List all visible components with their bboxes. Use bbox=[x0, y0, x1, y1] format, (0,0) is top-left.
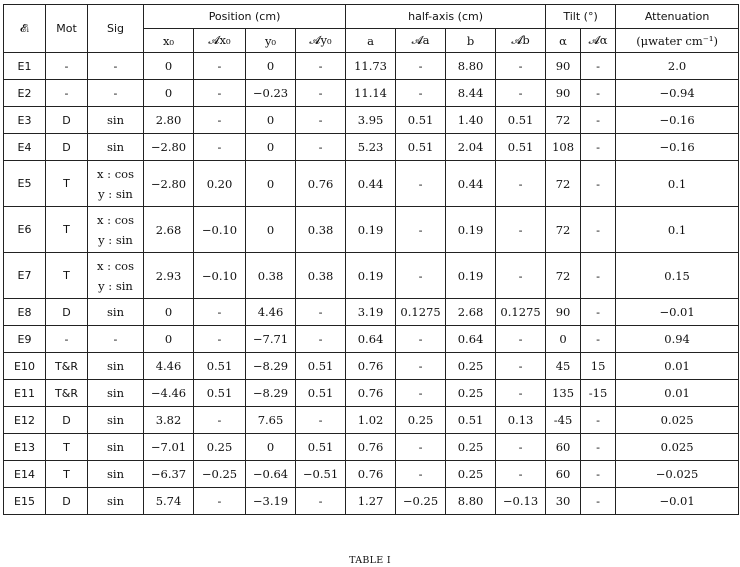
cell-amp-y0: −0.51 bbox=[296, 461, 346, 488]
cell-amp-x0: 0.51 bbox=[194, 380, 246, 407]
cell-amp-alpha: - bbox=[581, 253, 616, 299]
cell-attenuation: −0.16 bbox=[616, 134, 739, 161]
cell-a: 1.02 bbox=[346, 407, 396, 434]
cell-a: 0.19 bbox=[346, 253, 396, 299]
cell-amp-y0: - bbox=[296, 80, 346, 107]
cell-amp-x0: - bbox=[194, 53, 246, 80]
cell-amp-a: 0.51 bbox=[396, 134, 446, 161]
cell-x0: −2.80 bbox=[144, 161, 194, 207]
cell-amp-a: - bbox=[396, 80, 446, 107]
cell-x0: −7.01 bbox=[144, 434, 194, 461]
cell-amp-b: - bbox=[496, 434, 546, 461]
signal-line: y : sin bbox=[98, 232, 133, 247]
cell-a: 0.44 bbox=[346, 161, 396, 207]
table-row bbox=[4, 461, 739, 488]
cell-amp-b: 0.51 bbox=[496, 107, 546, 134]
cell-ellipse-index: E7 bbox=[4, 253, 46, 299]
cell-a: 0.76 bbox=[346, 434, 396, 461]
signal-line: sin bbox=[107, 494, 124, 508]
cell-alpha: -45 bbox=[546, 407, 581, 434]
header-attenuation: Attenuation bbox=[616, 5, 739, 29]
cell-x0: 2.93 bbox=[144, 253, 194, 299]
cell-a: 3.19 bbox=[346, 299, 396, 326]
cell-alpha: 72 bbox=[546, 207, 581, 253]
cell-motion: D bbox=[46, 488, 88, 515]
cell-amp-alpha: - bbox=[581, 488, 616, 515]
subheader-amp-b: 𝓐b bbox=[496, 29, 546, 53]
cell-ellipse-index: E6 bbox=[4, 207, 46, 253]
cell-amp-x0: - bbox=[194, 107, 246, 134]
cell-ellipse-index: E2 bbox=[4, 80, 46, 107]
cell-motion: T bbox=[46, 434, 88, 461]
cell-x0: 2.68 bbox=[144, 207, 194, 253]
cell-b: 0.25 bbox=[446, 461, 496, 488]
cell-x0: 5.74 bbox=[144, 488, 194, 515]
cell-amp-a: - bbox=[396, 434, 446, 461]
cell-alpha: 0 bbox=[546, 326, 581, 353]
cell-signal bbox=[88, 207, 144, 253]
cell-ellipse-index: E15 bbox=[4, 488, 46, 515]
cell-amp-x0: - bbox=[194, 80, 246, 107]
cell-x0: 0 bbox=[144, 299, 194, 326]
cell-amp-b: −0.13 bbox=[496, 488, 546, 515]
cell-y0: −7.71 bbox=[246, 326, 296, 353]
cell-y0: −8.29 bbox=[246, 353, 296, 380]
subheader-amp-y0: 𝓐y₀ bbox=[296, 29, 346, 53]
cell-amp-b: - bbox=[496, 53, 546, 80]
cell-amp-alpha: - bbox=[581, 434, 616, 461]
subheader-b: b bbox=[446, 29, 496, 53]
cell-amp-a: 0.1275 bbox=[396, 299, 446, 326]
cell-amp-alpha: - bbox=[581, 53, 616, 80]
signal-line: x : cos bbox=[97, 212, 134, 227]
cell-amp-alpha: - bbox=[581, 161, 616, 207]
subheader-attenuation-unit: (μwater cm⁻¹) bbox=[616, 29, 739, 53]
cell-attenuation: −0.94 bbox=[616, 80, 739, 107]
cell-amp-y0: - bbox=[296, 107, 346, 134]
cell-b: 0.44 bbox=[446, 161, 496, 207]
cell-alpha: 90 bbox=[546, 53, 581, 80]
cell-signal bbox=[88, 407, 144, 434]
table-row bbox=[4, 253, 739, 299]
table-row bbox=[4, 161, 739, 207]
signal-line: - bbox=[113, 332, 118, 346]
cell-amp-a: 0.51 bbox=[396, 107, 446, 134]
cell-ellipse-index: E14 bbox=[4, 461, 46, 488]
cell-y0: 7.65 bbox=[246, 407, 296, 434]
cell-amp-a: - bbox=[396, 461, 446, 488]
cell-attenuation: 0.025 bbox=[616, 434, 739, 461]
cell-motion: T bbox=[46, 161, 88, 207]
table-row bbox=[4, 407, 739, 434]
cell-amp-a: - bbox=[396, 353, 446, 380]
cell-amp-b: - bbox=[496, 353, 546, 380]
cell-b: 8.44 bbox=[446, 80, 496, 107]
cell-alpha: 72 bbox=[546, 107, 581, 134]
cell-signal bbox=[88, 134, 144, 161]
cell-y0: 0.38 bbox=[246, 253, 296, 299]
cell-motion: D bbox=[46, 134, 88, 161]
signal-line: sin bbox=[107, 140, 124, 154]
header-ellipse-index: 𝓔ᵢ bbox=[4, 5, 46, 53]
cell-x0: 4.46 bbox=[144, 353, 194, 380]
cell-b: 0.25 bbox=[446, 380, 496, 407]
header-tilt-group: Tilt (°) bbox=[546, 5, 616, 29]
cell-a: 0.76 bbox=[346, 380, 396, 407]
cell-amp-y0: - bbox=[296, 407, 346, 434]
signal-line: - bbox=[113, 59, 118, 73]
cell-y0: −8.29 bbox=[246, 380, 296, 407]
cell-motion: T&R bbox=[46, 380, 88, 407]
signal-line: sin bbox=[107, 386, 124, 400]
cell-b: 0.19 bbox=[446, 253, 496, 299]
cell-x0: 3.82 bbox=[144, 407, 194, 434]
cell-attenuation: 0.01 bbox=[616, 380, 739, 407]
cell-motion: D bbox=[46, 107, 88, 134]
cell-amp-x0: −0.10 bbox=[194, 207, 246, 253]
cell-amp-alpha: - bbox=[581, 80, 616, 107]
cell-amp-a: - bbox=[396, 326, 446, 353]
cell-attenuation: 0.94 bbox=[616, 326, 739, 353]
cell-attenuation: 0.15 bbox=[616, 253, 739, 299]
cell-amp-x0: 0.20 bbox=[194, 161, 246, 207]
cell-ellipse-index: E13 bbox=[4, 434, 46, 461]
cell-amp-a: - bbox=[396, 207, 446, 253]
cell-amp-alpha: 15 bbox=[581, 353, 616, 380]
table-row bbox=[4, 488, 739, 515]
cell-amp-alpha: - bbox=[581, 407, 616, 434]
cell-signal bbox=[88, 53, 144, 80]
cell-y0: −3.19 bbox=[246, 488, 296, 515]
cell-ellipse-index: E4 bbox=[4, 134, 46, 161]
cell-motion: T bbox=[46, 461, 88, 488]
signal-line: sin bbox=[107, 305, 124, 319]
cell-a: 11.73 bbox=[346, 53, 396, 80]
cell-ellipse-index: E1 bbox=[4, 53, 46, 80]
cell-amp-y0: - bbox=[296, 299, 346, 326]
header-position-group: Position (cm) bbox=[144, 5, 346, 29]
signal-line: x : cos bbox=[97, 258, 134, 273]
cell-amp-y0: - bbox=[296, 134, 346, 161]
cell-alpha: 72 bbox=[546, 253, 581, 299]
cell-alpha: 60 bbox=[546, 434, 581, 461]
subheader-a: a bbox=[346, 29, 396, 53]
signal-line: y : sin bbox=[98, 186, 133, 201]
cell-ellipse-index: E3 bbox=[4, 107, 46, 134]
cell-y0: 0 bbox=[246, 207, 296, 253]
ellipse-parameters-table bbox=[3, 4, 739, 515]
subheader-amp-x0: 𝓐x₀ bbox=[194, 29, 246, 53]
cell-amp-a: −0.25 bbox=[396, 488, 446, 515]
cell-amp-b: - bbox=[496, 461, 546, 488]
cell-amp-x0: 0.51 bbox=[194, 353, 246, 380]
cell-amp-b: 0.13 bbox=[496, 407, 546, 434]
table-row bbox=[4, 207, 739, 253]
cell-amp-y0: - bbox=[296, 326, 346, 353]
cell-ellipse-index: E9 bbox=[4, 326, 46, 353]
cell-amp-y0: 0.76 bbox=[296, 161, 346, 207]
header-motion: Mot bbox=[46, 5, 88, 53]
cell-ellipse-index: E8 bbox=[4, 299, 46, 326]
cell-amp-x0: - bbox=[194, 488, 246, 515]
cell-signal bbox=[88, 299, 144, 326]
cell-amp-alpha: - bbox=[581, 299, 616, 326]
cell-b: 8.80 bbox=[446, 488, 496, 515]
cell-signal bbox=[88, 80, 144, 107]
signal-line: sin bbox=[107, 113, 124, 127]
cell-amp-b: 0.51 bbox=[496, 134, 546, 161]
signal-line: - bbox=[113, 86, 118, 100]
cell-amp-alpha: - bbox=[581, 461, 616, 488]
subheader-alpha: α bbox=[546, 29, 581, 53]
cell-signal bbox=[88, 380, 144, 407]
cell-amp-a: - bbox=[396, 253, 446, 299]
cell-x0: 0 bbox=[144, 80, 194, 107]
table-row bbox=[4, 434, 739, 461]
signal-line: y : sin bbox=[98, 278, 133, 293]
table-row bbox=[4, 53, 739, 80]
cell-amp-a: - bbox=[396, 53, 446, 80]
cell-signal bbox=[88, 461, 144, 488]
table-row bbox=[4, 107, 739, 134]
cell-attenuation: −0.16 bbox=[616, 107, 739, 134]
cell-signal bbox=[88, 107, 144, 134]
cell-attenuation: 0.1 bbox=[616, 161, 739, 207]
cell-motion: - bbox=[46, 53, 88, 80]
subheader-y0: y₀ bbox=[246, 29, 296, 53]
cell-ellipse-index: E12 bbox=[4, 407, 46, 434]
cell-y0: 0 bbox=[246, 161, 296, 207]
cell-attenuation: 0.025 bbox=[616, 407, 739, 434]
subheader-amp-a: 𝓐a bbox=[396, 29, 446, 53]
header-halfaxis-group: half-axis (cm) bbox=[346, 5, 546, 29]
cell-signal bbox=[88, 326, 144, 353]
subheader-amp-alpha: 𝓐α bbox=[581, 29, 616, 53]
cell-a: 5.23 bbox=[346, 134, 396, 161]
cell-ellipse-index: E11 bbox=[4, 380, 46, 407]
cell-amp-x0: - bbox=[194, 407, 246, 434]
signal-line: sin bbox=[107, 413, 124, 427]
cell-amp-x0: −0.10 bbox=[194, 253, 246, 299]
cell-amp-a: - bbox=[396, 380, 446, 407]
cell-a: 11.14 bbox=[346, 80, 396, 107]
cell-amp-y0: 0.38 bbox=[296, 253, 346, 299]
header-signal: Sig bbox=[88, 5, 144, 53]
cell-b: 0.25 bbox=[446, 353, 496, 380]
signal-line: sin bbox=[107, 359, 124, 373]
cell-x0: −2.80 bbox=[144, 134, 194, 161]
cell-amp-alpha: - bbox=[581, 134, 616, 161]
cell-alpha: 108 bbox=[546, 134, 581, 161]
cell-amp-y0: - bbox=[296, 488, 346, 515]
cell-motion: T&R bbox=[46, 353, 88, 380]
cell-amp-alpha: - bbox=[581, 107, 616, 134]
table-row bbox=[4, 299, 739, 326]
cell-attenuation: −0.01 bbox=[616, 299, 739, 326]
cell-b: 2.68 bbox=[446, 299, 496, 326]
cell-amp-b: - bbox=[496, 326, 546, 353]
cell-x0: 0 bbox=[144, 326, 194, 353]
cell-motion: T bbox=[46, 207, 88, 253]
cell-amp-x0: - bbox=[194, 299, 246, 326]
cell-alpha: 60 bbox=[546, 461, 581, 488]
cell-alpha: 135 bbox=[546, 380, 581, 407]
cell-amp-x0: - bbox=[194, 134, 246, 161]
cell-ellipse-index: E5 bbox=[4, 161, 46, 207]
cell-b: 0.51 bbox=[446, 407, 496, 434]
cell-x0: 0 bbox=[144, 53, 194, 80]
cell-x0: −4.46 bbox=[144, 380, 194, 407]
table-row bbox=[4, 134, 739, 161]
cell-amp-x0: −0.25 bbox=[194, 461, 246, 488]
cell-amp-b: - bbox=[496, 207, 546, 253]
cell-y0: 0 bbox=[246, 134, 296, 161]
cell-amp-alpha: -15 bbox=[581, 380, 616, 407]
cell-b: 1.40 bbox=[446, 107, 496, 134]
cell-amp-alpha: - bbox=[581, 326, 616, 353]
cell-y0: 4.46 bbox=[246, 299, 296, 326]
cell-alpha: 72 bbox=[546, 161, 581, 207]
cell-a: 0.76 bbox=[346, 461, 396, 488]
cell-amp-a: - bbox=[396, 161, 446, 207]
table-row bbox=[4, 326, 739, 353]
cell-signal bbox=[88, 161, 144, 207]
table-row bbox=[4, 353, 739, 380]
subheader-x0: x₀ bbox=[144, 29, 194, 53]
cell-a: 0.64 bbox=[346, 326, 396, 353]
cell-y0: 0 bbox=[246, 107, 296, 134]
cell-y0: 0 bbox=[246, 53, 296, 80]
cell-b: 0.64 bbox=[446, 326, 496, 353]
cell-alpha: 90 bbox=[546, 299, 581, 326]
cell-signal bbox=[88, 253, 144, 299]
cell-amp-b: - bbox=[496, 380, 546, 407]
table-row bbox=[4, 80, 739, 107]
cell-amp-y0: 0.51 bbox=[296, 353, 346, 380]
signal-line: sin bbox=[107, 440, 124, 454]
cell-a: 3.95 bbox=[346, 107, 396, 134]
cell-amp-x0: 0.25 bbox=[194, 434, 246, 461]
cell-attenuation: −0.01 bbox=[616, 488, 739, 515]
signal-line: x : cos bbox=[97, 166, 134, 181]
cell-b: 0.25 bbox=[446, 434, 496, 461]
cell-y0: −0.64 bbox=[246, 461, 296, 488]
cell-motion: D bbox=[46, 407, 88, 434]
cell-x0: −6.37 bbox=[144, 461, 194, 488]
cell-attenuation: 0.1 bbox=[616, 207, 739, 253]
cell-amp-alpha: - bbox=[581, 207, 616, 253]
cell-amp-b: 0.1275 bbox=[496, 299, 546, 326]
cell-attenuation: 2.0 bbox=[616, 53, 739, 80]
cell-alpha: 90 bbox=[546, 80, 581, 107]
cell-amp-x0: - bbox=[194, 326, 246, 353]
cell-attenuation: −0.025 bbox=[616, 461, 739, 488]
cell-signal bbox=[88, 353, 144, 380]
cell-x0: 2.80 bbox=[144, 107, 194, 134]
cell-amp-b: - bbox=[496, 253, 546, 299]
cell-b: 0.19 bbox=[446, 207, 496, 253]
cell-b: 8.80 bbox=[446, 53, 496, 80]
cell-alpha: 30 bbox=[546, 488, 581, 515]
cell-attenuation: 0.01 bbox=[616, 353, 739, 380]
table-row bbox=[4, 380, 739, 407]
cell-y0: −0.23 bbox=[246, 80, 296, 107]
cell-alpha: 45 bbox=[546, 353, 581, 380]
cell-amp-a: 0.25 bbox=[396, 407, 446, 434]
cell-amp-b: - bbox=[496, 161, 546, 207]
cell-motion: T bbox=[46, 253, 88, 299]
cell-a: 1.27 bbox=[346, 488, 396, 515]
table-body bbox=[4, 53, 739, 515]
table-caption: TABLE I bbox=[349, 555, 391, 566]
cell-amp-b: - bbox=[496, 80, 546, 107]
cell-signal bbox=[88, 488, 144, 515]
cell-b: 2.04 bbox=[446, 134, 496, 161]
cell-amp-y0: 0.51 bbox=[296, 434, 346, 461]
cell-signal bbox=[88, 434, 144, 461]
cell-motion: D bbox=[46, 299, 88, 326]
cell-amp-y0: 0.38 bbox=[296, 207, 346, 253]
cell-a: 0.76 bbox=[346, 353, 396, 380]
cell-ellipse-index: E10 bbox=[4, 353, 46, 380]
signal-line: sin bbox=[107, 467, 124, 481]
cell-motion: - bbox=[46, 326, 88, 353]
cell-motion: - bbox=[46, 80, 88, 107]
cell-y0: 0 bbox=[246, 434, 296, 461]
cell-amp-y0: - bbox=[296, 53, 346, 80]
cell-amp-y0: 0.51 bbox=[296, 380, 346, 407]
cell-a: 0.19 bbox=[346, 207, 396, 253]
